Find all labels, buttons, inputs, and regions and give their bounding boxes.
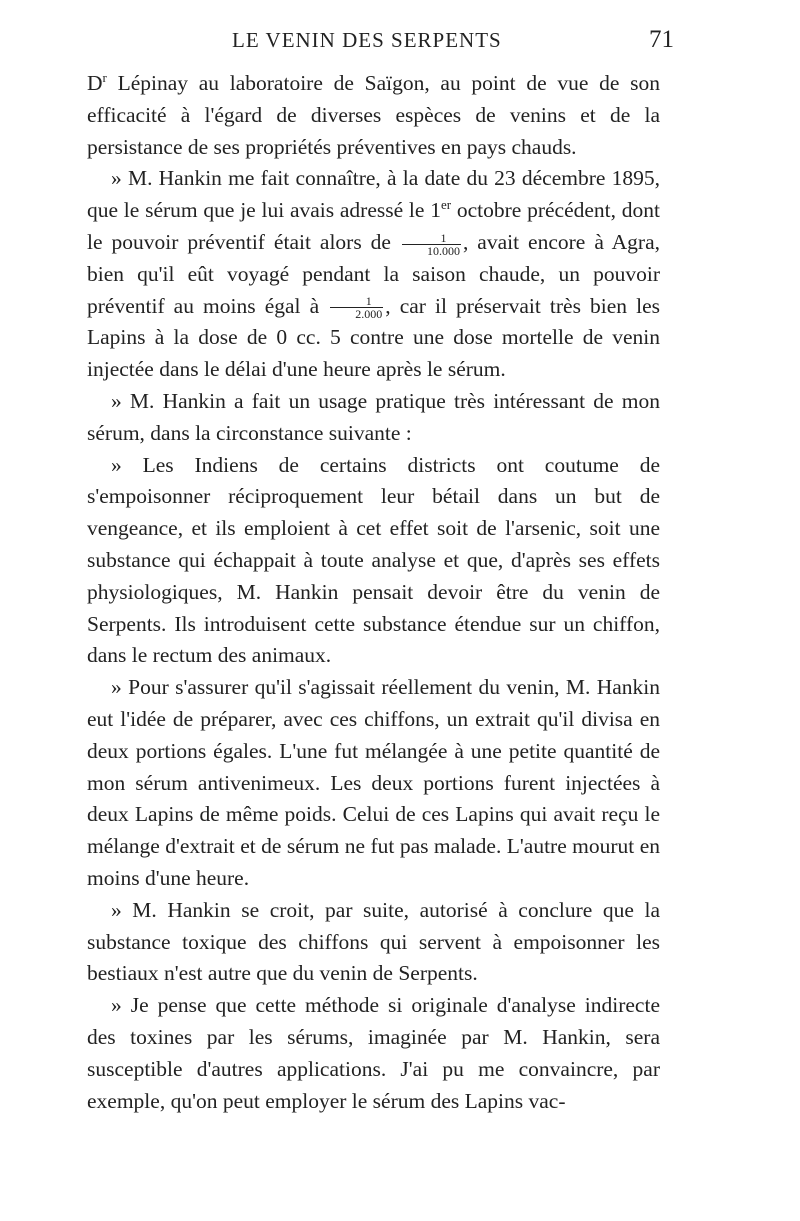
running-title: LE VENIN DES SERPENTS xyxy=(232,28,502,52)
fraction-numerator: 1 xyxy=(440,230,447,245)
paragraph-2 xyxy=(87,163,660,386)
fraction-numerator: 1 xyxy=(365,294,372,309)
fraction-denominator: 10.000 xyxy=(402,244,461,257)
page-number: 71 xyxy=(649,26,674,53)
fraction-1-10000 xyxy=(402,232,461,257)
paragraph-2-text-b: octobre précédent, dont le pouvoir préventif était alors de xyxy=(87,198,660,254)
body-text xyxy=(87,68,660,1117)
fraction-1-2000 xyxy=(330,295,383,320)
paragraph-1-text-a: D xyxy=(87,71,103,95)
paragraph-4: » Les Indiens de certains districts ont coutume de s'empoisonner réciproquement leur bétail dans un but de vengeance, et ils emploient à cet effet soit de l'arsenic, soit une substance qui échappait à toute analyse et que, d'après ses effets physiologiques, M. Hankin pensait devoir être du venin de Serpents. Ils introduisent cette substance étendue sur un chiffon, dans le rectum des animaux. xyxy=(87,452,660,668)
paragraph-2-text-a: » M. Hankin me fait connaître, à la date du 23 décembre 1895, que le sérum que je lui avais adressé le 1 xyxy=(87,166,660,223)
paragraph-7: » Je pense que cette méthode si originale d'analyse indirecte des toxines par les sérums, imaginée par M. Hankin, sera susceptible d'autres applications. J'ai pu me convaincre, par exemple, qu'on peut employer le sérum des Lapins vac- xyxy=(87,993,660,1113)
paragraph-5: » Pour s'assurer qu'il s'agissait réellement du venin, M. Hankin eut l'idée de préparer, avec ces chiffons, un extrait qu'il divisa en deux portions égales. L'une fut mélangée à une petite quantité de mon sérum antivenimeux. Les deux portions furent injectées à deux Lapins de même poids. Celui de ces Lapins qui avait reçu le mélange d'extrait et de sérum ne fut pas malade. L'autre mourut en moins d'une heure. xyxy=(87,675,660,890)
paragraph-1-text-b: Lépinay au laboratoire de Saïgon, au point de vue de son efficacité à l'égard de diverses espèces de venins et de la persistance de ses propriétés préventives en pays chauds. xyxy=(87,71,660,159)
paragraph-6: » M. Hankin se croit, par suite, autorisé à conclure que la substance toxique des chiffons qui servent à empoisonner les bestiaux n'est autre que du venin de Serpents. xyxy=(87,897,660,986)
superscript-r: r xyxy=(102,69,107,85)
fraction-denominator: 2.000 xyxy=(330,307,383,320)
superscript-er: er xyxy=(440,197,452,213)
paragraph-2-text-c: , avait encore à Agra, bien qu'il eût voyagé pendant la saison chaude, un pouvoir préventif au moins égal à xyxy=(87,229,661,318)
paragraph-3: » M. Hankin a fait un usage pratique très intéressant de mon sérum, dans la circonstance suivante : xyxy=(87,388,660,445)
paragraph-1 xyxy=(87,68,660,163)
page-header xyxy=(87,26,674,56)
paragraph-2-text-d: , car il préservait très bien les Lapins à la dose de 0 cc. 5 contre une dose mortelle de venin injectée dans le délai d'une heure après le sérum. xyxy=(87,293,660,382)
